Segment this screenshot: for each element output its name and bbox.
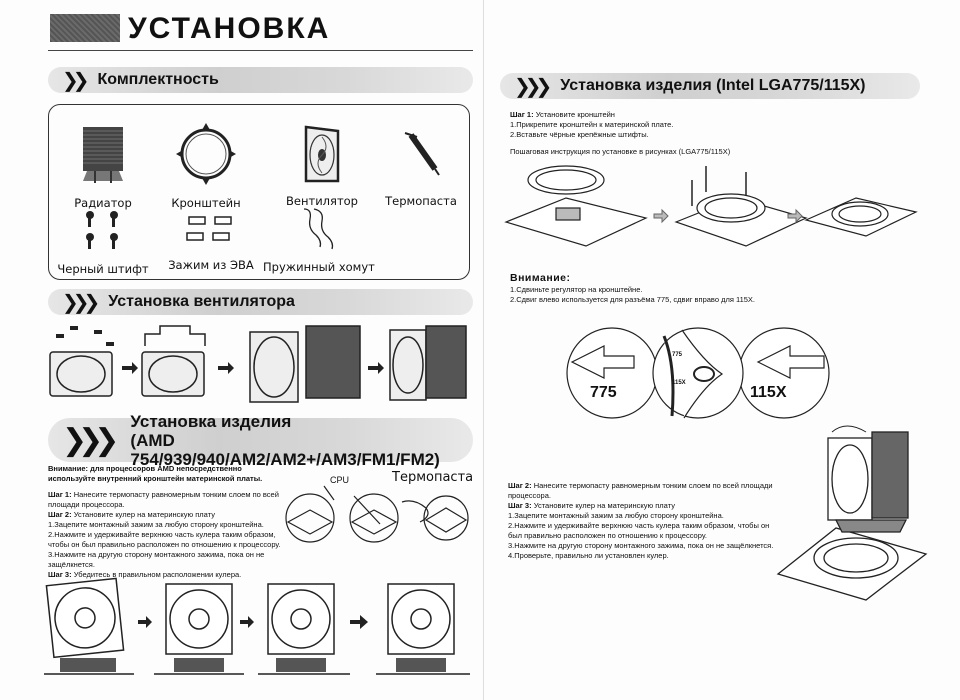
slider-mid-label-115x: 115X bbox=[672, 380, 686, 386]
step-text: Убедитесь в правильном расположении кулера. bbox=[73, 570, 242, 579]
step-label: Шаг 1: bbox=[48, 490, 72, 499]
step-text: Нанесите термопасту равномерным тонким слоем по всей площади процессора. bbox=[508, 481, 773, 500]
step-label: Шаг 3: bbox=[48, 570, 72, 579]
page-title: УСТАНОВКА bbox=[128, 12, 331, 45]
kit-item-label: Термопаста bbox=[385, 194, 457, 208]
chevron-triple-icon: ❯❯❯ bbox=[62, 290, 95, 314]
kit-contents-box bbox=[48, 104, 470, 280]
chevron-triple-icon: ❯❯❯ bbox=[514, 74, 547, 98]
section-title bbox=[130, 412, 473, 469]
section-title-line2: (AMD 754/939/940/AM2/AM2+/AM3/FM1/FM2) bbox=[130, 430, 440, 469]
title-divider bbox=[48, 50, 473, 51]
intel-step1-instructions bbox=[510, 110, 910, 157]
step-item: 1.Прикрепите кронштейн к материнской плате. bbox=[510, 120, 674, 129]
slider-label-115x: 115X bbox=[750, 384, 787, 401]
kit-item-black-pin bbox=[57, 209, 149, 276]
amd-instructions bbox=[48, 464, 288, 580]
step-item: 1.Зацепите монтажный зажим за любую сторону кронштейна. bbox=[48, 520, 264, 529]
title-bar-decoration bbox=[50, 14, 120, 42]
kit-item-radiator bbox=[63, 125, 143, 210]
intel-bracket-install-illustration bbox=[506, 162, 916, 252]
step-item: 3.Нажмите на другую сторону монтажного зажима, пока он не защёлкнется. bbox=[48, 550, 265, 569]
chevron-double-icon: ❯❯ bbox=[62, 68, 84, 92]
step-text: Установите кулер на материнскую плату bbox=[533, 501, 675, 510]
kit-item-label: Пружинный хомут bbox=[263, 260, 375, 274]
step-item: 2.Нажмите и удерживайте верхнюю часть кулера таким образом, чтобы он был правильно расположен по отношению к процессору. bbox=[48, 530, 281, 549]
step-item: 2.Вставьте чёрные крепёжные штифты. bbox=[510, 130, 649, 139]
section-header-fan-install bbox=[48, 289, 473, 315]
figure-caption: Пошаговая инструкция по установке в рисунках (LGA775/115X) bbox=[510, 147, 731, 156]
fan-icon bbox=[302, 123, 342, 185]
section-title: Установка изделия (Intel LGA775/115X) bbox=[560, 77, 866, 94]
section-header-amd-install bbox=[48, 411, 473, 469]
kit-item-fan bbox=[277, 123, 367, 208]
step-text: Установите кронштейн bbox=[535, 110, 615, 119]
step-label: Шаг 1: bbox=[510, 110, 534, 119]
step-item: 2.Нажмите и удерживайте верхнюю часть кулера таким образом, чтобы он был правильно расположен по отношению к процессору. bbox=[508, 521, 770, 540]
attention-item: 1.Сдвиньте регулятор на кронштейне. bbox=[510, 285, 643, 294]
fan-install-illustration bbox=[50, 320, 470, 410]
intel-attention-notes bbox=[510, 272, 910, 305]
step-text: Установите кулер на материнскую плату bbox=[73, 510, 215, 519]
page-fold bbox=[483, 0, 484, 700]
bracket-ring-icon bbox=[174, 121, 238, 187]
figure-label-cpu: CPU bbox=[330, 475, 350, 485]
section-header-kit bbox=[48, 67, 473, 93]
step-item: 4.Проверьте, правильно ли установлен кулер. bbox=[508, 551, 669, 560]
chevron-triple-icon: ❯❯❯ bbox=[62, 422, 111, 458]
kit-item-label: Радиатор bbox=[74, 196, 132, 210]
section-title-line1: Установка изделия bbox=[130, 411, 292, 431]
kit-item-eva-clip bbox=[161, 213, 261, 272]
section-header-intel-install bbox=[500, 73, 920, 99]
amd-cooler-mount-illustration bbox=[44, 578, 470, 682]
thermal-paste-syringe-icon bbox=[401, 127, 441, 185]
attention-item: 2.Сдвиг влево используется для разъёма 775, сдвиг вправо для 115X. bbox=[510, 295, 756, 304]
socket-slider-illustration bbox=[564, 326, 832, 420]
step-item: 1.Зацепите монтажный зажим за любую сторону кронштейна. bbox=[508, 511, 724, 520]
step-text: Нанесите термопасту равномерным тонким слоем по всей площади процессора. bbox=[48, 490, 279, 509]
kit-item-thermal-paste bbox=[379, 127, 463, 208]
kit-item-label: Зажим из ЭВА bbox=[168, 258, 254, 272]
intel-cooler-mount-illustration bbox=[776, 424, 956, 600]
thermal-paste-illustration bbox=[284, 488, 470, 548]
attention-title: Внимание: bbox=[510, 272, 571, 284]
kit-item-label: Вентилятор bbox=[286, 194, 358, 208]
spring-clamp-icon bbox=[298, 205, 338, 251]
section-title: Установка вентилятора bbox=[108, 293, 295, 310]
intel-step2-3-instructions bbox=[508, 481, 778, 561]
step-label: Шаг 2: bbox=[508, 481, 532, 490]
kit-item-spring-clamp bbox=[263, 205, 373, 274]
kit-item-bracket bbox=[161, 121, 251, 210]
figure-label-paste: Термопаста bbox=[392, 470, 474, 485]
eva-clip-icon bbox=[185, 213, 237, 249]
slider-mid-label-775: 775 bbox=[672, 352, 683, 358]
amd-warning: Внимание: для процессоров AMD непосредственно используйте внутренний кронштейн материнской платы. bbox=[48, 464, 263, 483]
step-label: Шаг 3: bbox=[508, 501, 532, 510]
section-title: Комплектность bbox=[97, 71, 219, 88]
step-label: Шаг 2: bbox=[48, 510, 72, 519]
step-item: 3.Нажмите на другую сторону монтажного зажима, пока он не защёлкнется. bbox=[508, 541, 774, 550]
black-pin-icon bbox=[82, 209, 124, 253]
kit-item-label: Кронштейн bbox=[171, 196, 241, 210]
slider-label-775: 775 bbox=[590, 384, 617, 401]
heatsink-icon bbox=[73, 125, 133, 187]
kit-item-label: Черный штифт bbox=[57, 262, 149, 276]
